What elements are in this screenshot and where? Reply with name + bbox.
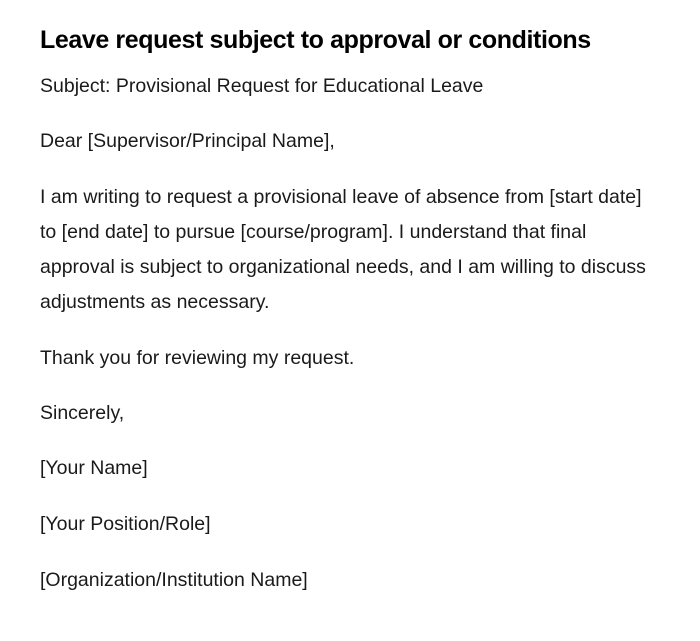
document-title: Leave request subject to approval or conditions xyxy=(40,26,591,54)
signature-position: [Your Position/Role] xyxy=(40,512,211,535)
thanks-line: Thank you for reviewing my request. xyxy=(40,346,355,369)
greeting-line: Dear [Supervisor/Principal Name], xyxy=(40,130,335,153)
signature-name: [Your Name] xyxy=(40,457,148,480)
closing-line: Sincerely, xyxy=(40,402,125,425)
signature-organization: [Organization/Institution Name] xyxy=(40,568,308,591)
letter-document xyxy=(40,22,660,598)
body-paragraph: I am writing to request a provisional leave of absence from [start date] to [end date] to pursue [course/program]. I understand that final approval is subject to organizational needs, and I am willing to discuss adjustments as necessary. xyxy=(40,185,646,314)
subject-line: Subject: Provisional Request for Educational Leave xyxy=(40,75,484,97)
